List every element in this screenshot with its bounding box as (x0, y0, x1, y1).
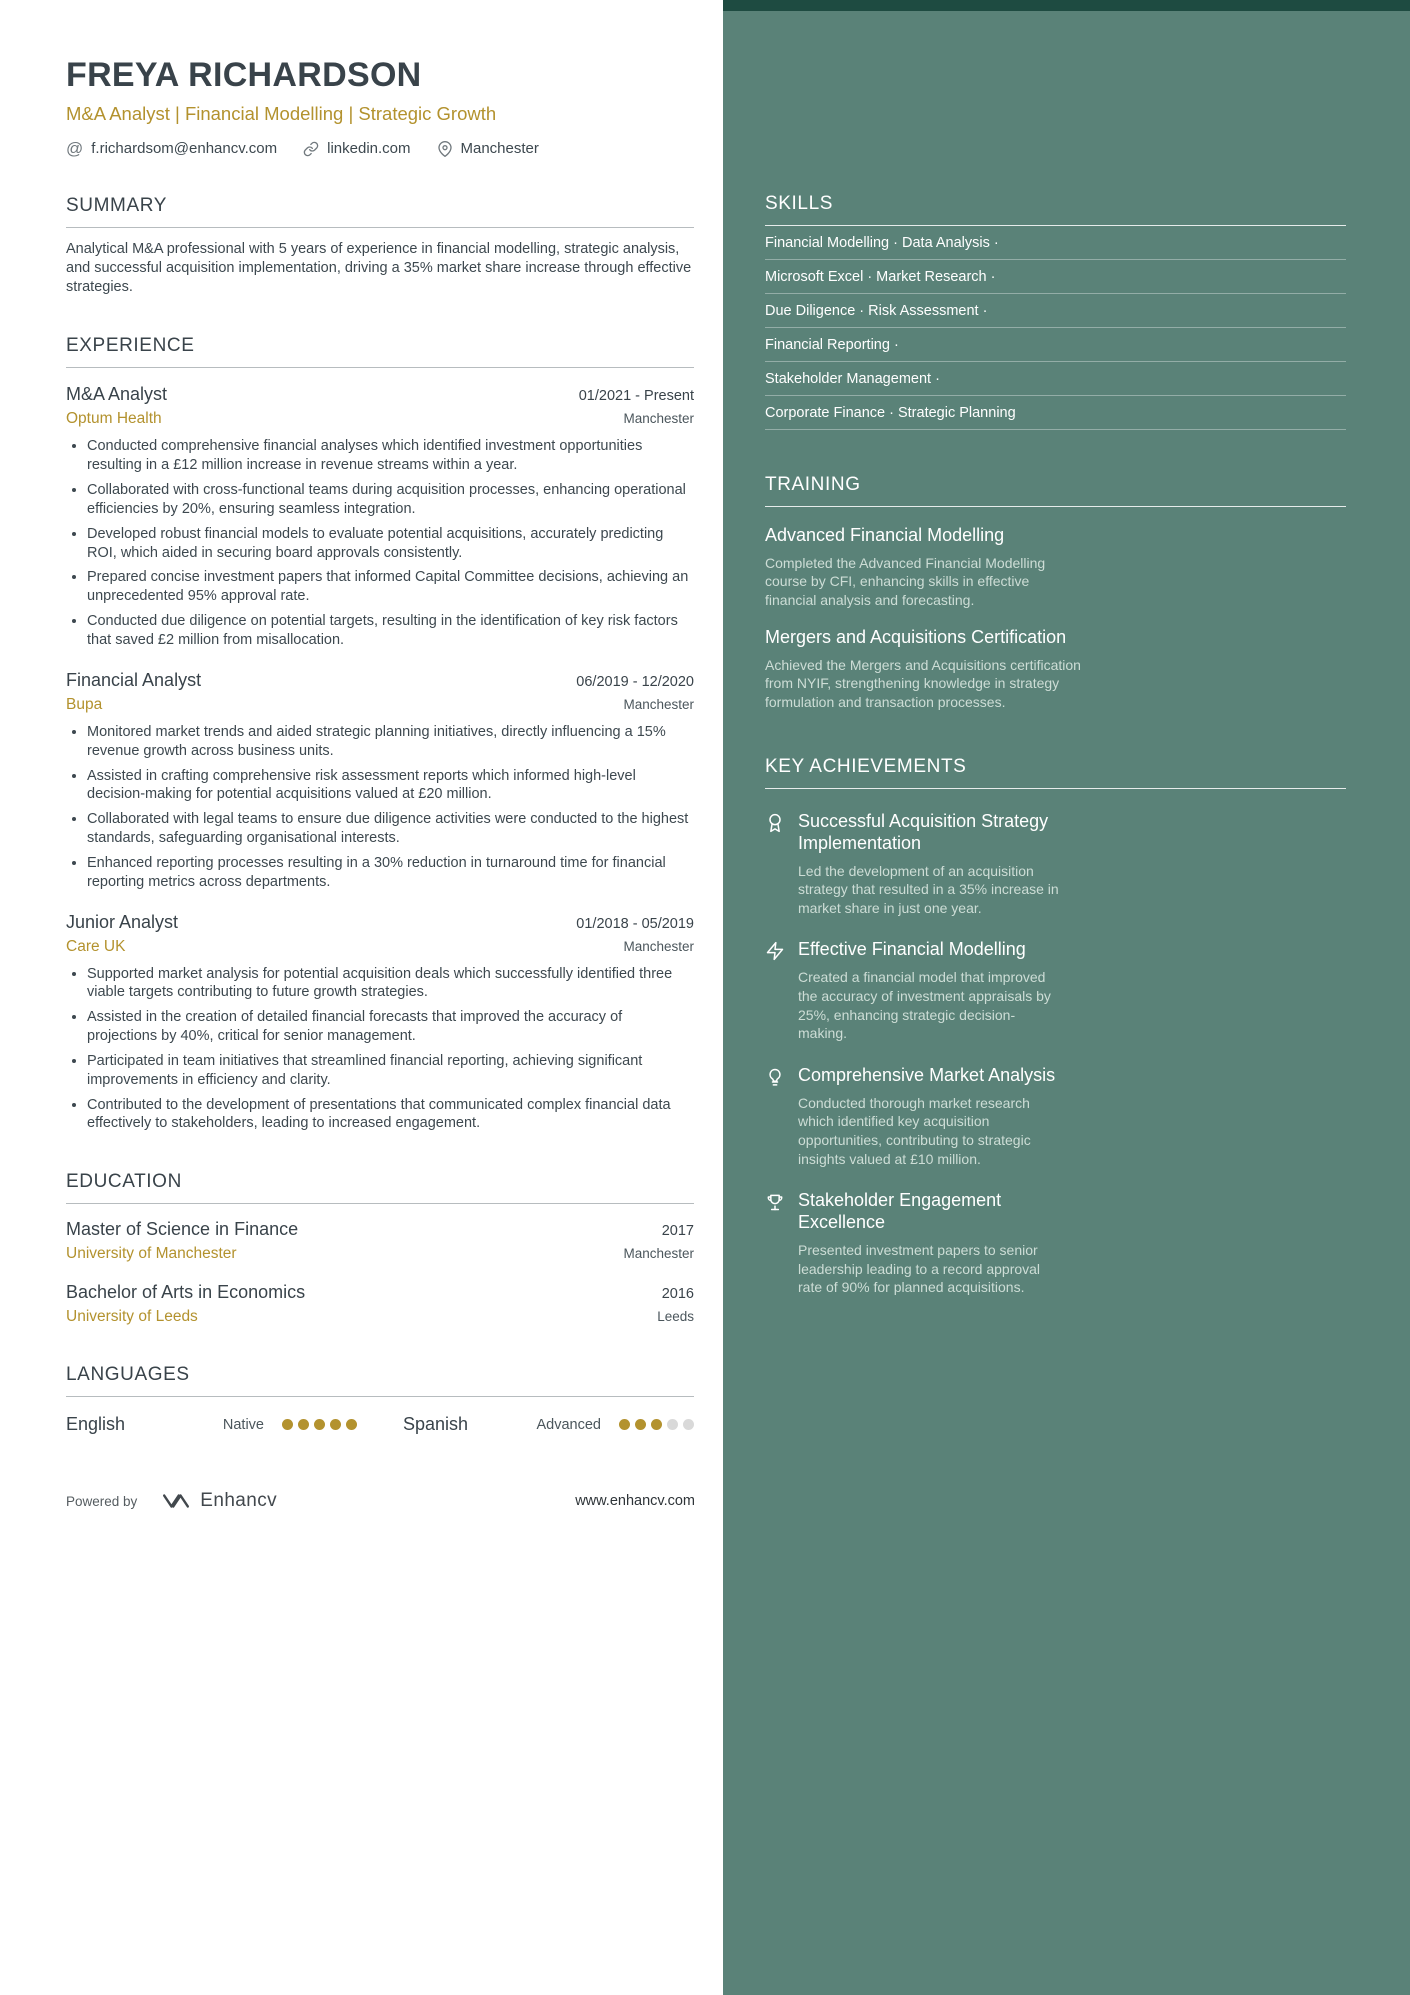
job-title: Junior Analyst (66, 911, 179, 932)
job-bullet: • Prepared concise investment papers that informed Capital Committee decisions, achieving an unprecedented 95% approval rate. (87, 568, 694, 606)
language-entry (66, 1414, 357, 1435)
job-bullets (66, 437, 694, 649)
achievement-title: Stakeholder Engagement Excellence (798, 1190, 1002, 1233)
job-bullet: • Participated in team initiatives that streamlined financial reporting, achieving significant improvements in efficiency and clarity. (87, 1052, 694, 1090)
summary-section (66, 195, 694, 297)
footer-url[interactable]: www.enhancv.com (575, 1493, 695, 1509)
contact-row (66, 140, 694, 157)
main-column (0, 0, 723, 1435)
job-entry (66, 912, 694, 1134)
education-header-row (66, 1219, 694, 1240)
job-dates: 06/2019 - 12/2020 (576, 673, 694, 690)
enhancv-logo-text: Enhancv (200, 1490, 278, 1511)
achievement-item (765, 811, 1346, 918)
training-item (765, 626, 1081, 711)
achievement-item (765, 1065, 1346, 1168)
summary-text: Analytical M&A professional with 5 years of experience in financial modelling, strategic analysis, and successful acquisition implementation, driving a 35% market share increase through effective strategies. (66, 241, 692, 296)
school-location: Leeds (657, 1309, 694, 1325)
skills-section (765, 193, 1346, 430)
page-footer (66, 1490, 695, 1512)
school-name: University of Leeds (66, 1308, 198, 1326)
training-title: Mergers and Acquisitions Certification (765, 627, 1067, 648)
award-icon (765, 813, 785, 833)
education-section (66, 1171, 694, 1326)
degree-name: Master of Science in Finance (66, 1219, 299, 1240)
education-subheader-row (66, 1245, 694, 1263)
contact-linkedin[interactable] (303, 140, 410, 157)
company-name: Care UK (66, 937, 126, 955)
achievement-description: Led the development of an acquisition strategy that resulted in a 35% increase in market share in just one year. (798, 862, 1059, 916)
training-section (765, 474, 1346, 712)
training-heading: TRAINING (765, 474, 1346, 507)
job-title: Financial Analyst (66, 669, 202, 690)
achievement-body (798, 1065, 1064, 1168)
sidebar (723, 0, 1410, 1995)
job-location: Manchester (623, 938, 694, 954)
job-bullet: • Enhanced reporting processes resulting in a 30% reduction in turnaround time for financial reporting metrics across departments. (87, 854, 694, 892)
candidate-name: FREYA RICHARDSON (66, 56, 422, 94)
languages-row (66, 1414, 694, 1435)
job-location: Manchester (623, 696, 694, 712)
job-header-row (66, 912, 694, 933)
link-icon (303, 141, 319, 157)
training-item (765, 524, 1081, 609)
achievement-description: Presented investment papers to senior leadership leading to a record approval rate of 90% for planned acquisitions. (798, 1242, 1041, 1296)
email-icon: @ (66, 139, 84, 158)
achievement-title: Successful Acquisition Strategy Implementation (798, 810, 1049, 853)
skill-row: Stakeholder Management · (765, 362, 1346, 396)
resume-header (66, 56, 694, 157)
sidebar-top-accent (723, 0, 1410, 11)
language-name: Spanish (403, 1414, 469, 1435)
job-bullet: • Assisted in crafting comprehensive risk assessment reports which informed high-level decision-making for potential acquisitions valued at £20 million. (87, 767, 694, 805)
education-entry (66, 1282, 694, 1326)
education-heading: EDUCATION (66, 1171, 694, 1204)
job-bullet: • Collaborated with cross-functional teams during acquisition processes, enhancing operational efficiencies by 20%, ensuring seamless integration. (87, 481, 694, 519)
job-bullets (66, 965, 694, 1134)
job-bullet: • Assisted in the creation of detailed financial forecasts that improved the accuracy of projections by 40%, critical for senior management. (87, 1008, 694, 1046)
achievement-title: Comprehensive Market Analysis (798, 1064, 1056, 1085)
contact-email[interactable] (66, 140, 277, 157)
job-subheader-row (66, 696, 694, 714)
training-title: Advanced Financial Modelling (765, 525, 1005, 545)
education-entry (66, 1219, 694, 1263)
linkedin-text: linkedin.com (327, 140, 411, 157)
candidate-headline: M&A Analyst | Financial Modelling | Strategic Growth (66, 103, 497, 124)
degree-year: 2016 (661, 1286, 694, 1303)
job-bullet: • Supported market analysis for potential acquisition deals which successfully identified three viable targets contributing to future growth strategies. (87, 965, 694, 1003)
language-level: Native (222, 1416, 264, 1433)
job-title: M&A Analyst (66, 384, 168, 405)
achievement-item (765, 939, 1346, 1042)
job-subheader-row (66, 410, 694, 428)
skill-row: Corporate Finance · Strategic Planning (765, 396, 1346, 430)
job-header-row (66, 384, 694, 405)
key-achievements-section (765, 756, 1346, 1297)
job-dates: 01/2021 - Present (578, 388, 694, 405)
skill-row: Financial Reporting · (765, 328, 1346, 362)
achievement-description: Created a financial model that improved the accuracy of investment appraisals by 25%, enhancing strategic decision-making. (798, 969, 1051, 1042)
zap-icon (765, 941, 785, 961)
achievement-description: Conducted thorough market research which identified key acquisition opportunities, contributing to strategic insights valued at £10 million. (798, 1094, 1031, 1167)
job-bullet: • Developed robust financial models to evaluate potential acquisitions, accurately predicting ROI, which aided in securing board approvals consistently. (87, 525, 694, 563)
skill-row: Microsoft Excel · Market Research · (765, 260, 1346, 294)
skills-heading: SKILLS (765, 193, 1346, 226)
achievement-body (798, 939, 1064, 1042)
location-pin-icon (437, 141, 453, 157)
job-bullet: • Contributed to the development of presentations that communicated complex financial data effectively to stakeholders, leading to increased engagement. (87, 1096, 694, 1134)
language-name: English (66, 1414, 126, 1435)
training-description: Completed the Advanced Financial Modelling course by CFI, enhancing skills in effective financial analysis and forecasting. (765, 554, 1046, 608)
languages-section (66, 1364, 694, 1435)
company-name: Optum Health (66, 410, 162, 428)
language-rating-dots (282, 1419, 357, 1430)
contact-location (437, 140, 539, 157)
languages-heading: LANGUAGES (66, 1364, 694, 1397)
lightbulb-icon (765, 1067, 785, 1087)
job-bullet: • Monitored market trends and aided strategic planning initiatives, directly influencing a 15% revenue growth across business units. (87, 723, 694, 761)
company-name: Bupa (66, 695, 103, 713)
experience-section (66, 335, 694, 1133)
job-bullet: • Collaborated with legal teams to ensure due diligence activities were conducted to the highest standards, safeguarding organisational interests. (87, 810, 694, 848)
job-header-row (66, 670, 694, 691)
school-name: University of Manchester (66, 1245, 237, 1263)
job-subheader-row (66, 938, 694, 956)
enhancv-logo-icon (161, 1491, 191, 1511)
language-level: Advanced (536, 1416, 601, 1433)
training-description: Achieved the Mergers and Acquisitions certification from NYIF, strengthening knowledge in strategy formulation and transaction processes. (765, 656, 1081, 711)
achievement-body (798, 811, 1064, 918)
language-rating-dots (619, 1419, 694, 1430)
skill-row: Due Diligence · Risk Assessment · (765, 294, 1346, 328)
job-bullets (66, 723, 694, 892)
trophy-icon (765, 1192, 785, 1212)
degree-year: 2017 (661, 1223, 694, 1240)
job-bullet: • Conducted due diligence on potential targets, resulting in the identification of key risk factors that saved £2 million from misallocation. (87, 612, 694, 650)
powered-by-label: Powered by (66, 1493, 138, 1509)
job-entry (66, 670, 694, 892)
education-header-row (66, 1282, 694, 1303)
achievement-item (765, 1190, 1346, 1297)
school-location: Manchester (623, 1246, 694, 1262)
enhancv-logo[interactable] (161, 1490, 277, 1512)
degree-name: Bachelor of Arts in Economics (66, 1282, 306, 1303)
skill-row: Financial Modelling · Data Analysis · (765, 226, 1346, 260)
achievement-body (798, 1190, 1064, 1297)
summary-heading: SUMMARY (66, 195, 694, 228)
email-text: f.richardsom@enhancv.com (91, 140, 278, 157)
key-achievements-heading: KEY ACHIEVEMENTS (765, 756, 1346, 789)
job-entry (66, 384, 694, 649)
language-entry (403, 1414, 694, 1435)
achievement-title: Effective Financial Modelling (798, 939, 1026, 960)
job-bullet: • Conducted comprehensive financial analyses which identified investment opportunities resulting in a £12 million increase in revenue streams within a year. (87, 437, 694, 475)
education-subheader-row (66, 1308, 694, 1326)
location-text: Manchester (460, 140, 539, 157)
job-dates: 01/2018 - 05/2019 (576, 915, 694, 932)
job-location: Manchester (623, 411, 694, 427)
experience-heading: EXPERIENCE (66, 335, 694, 368)
